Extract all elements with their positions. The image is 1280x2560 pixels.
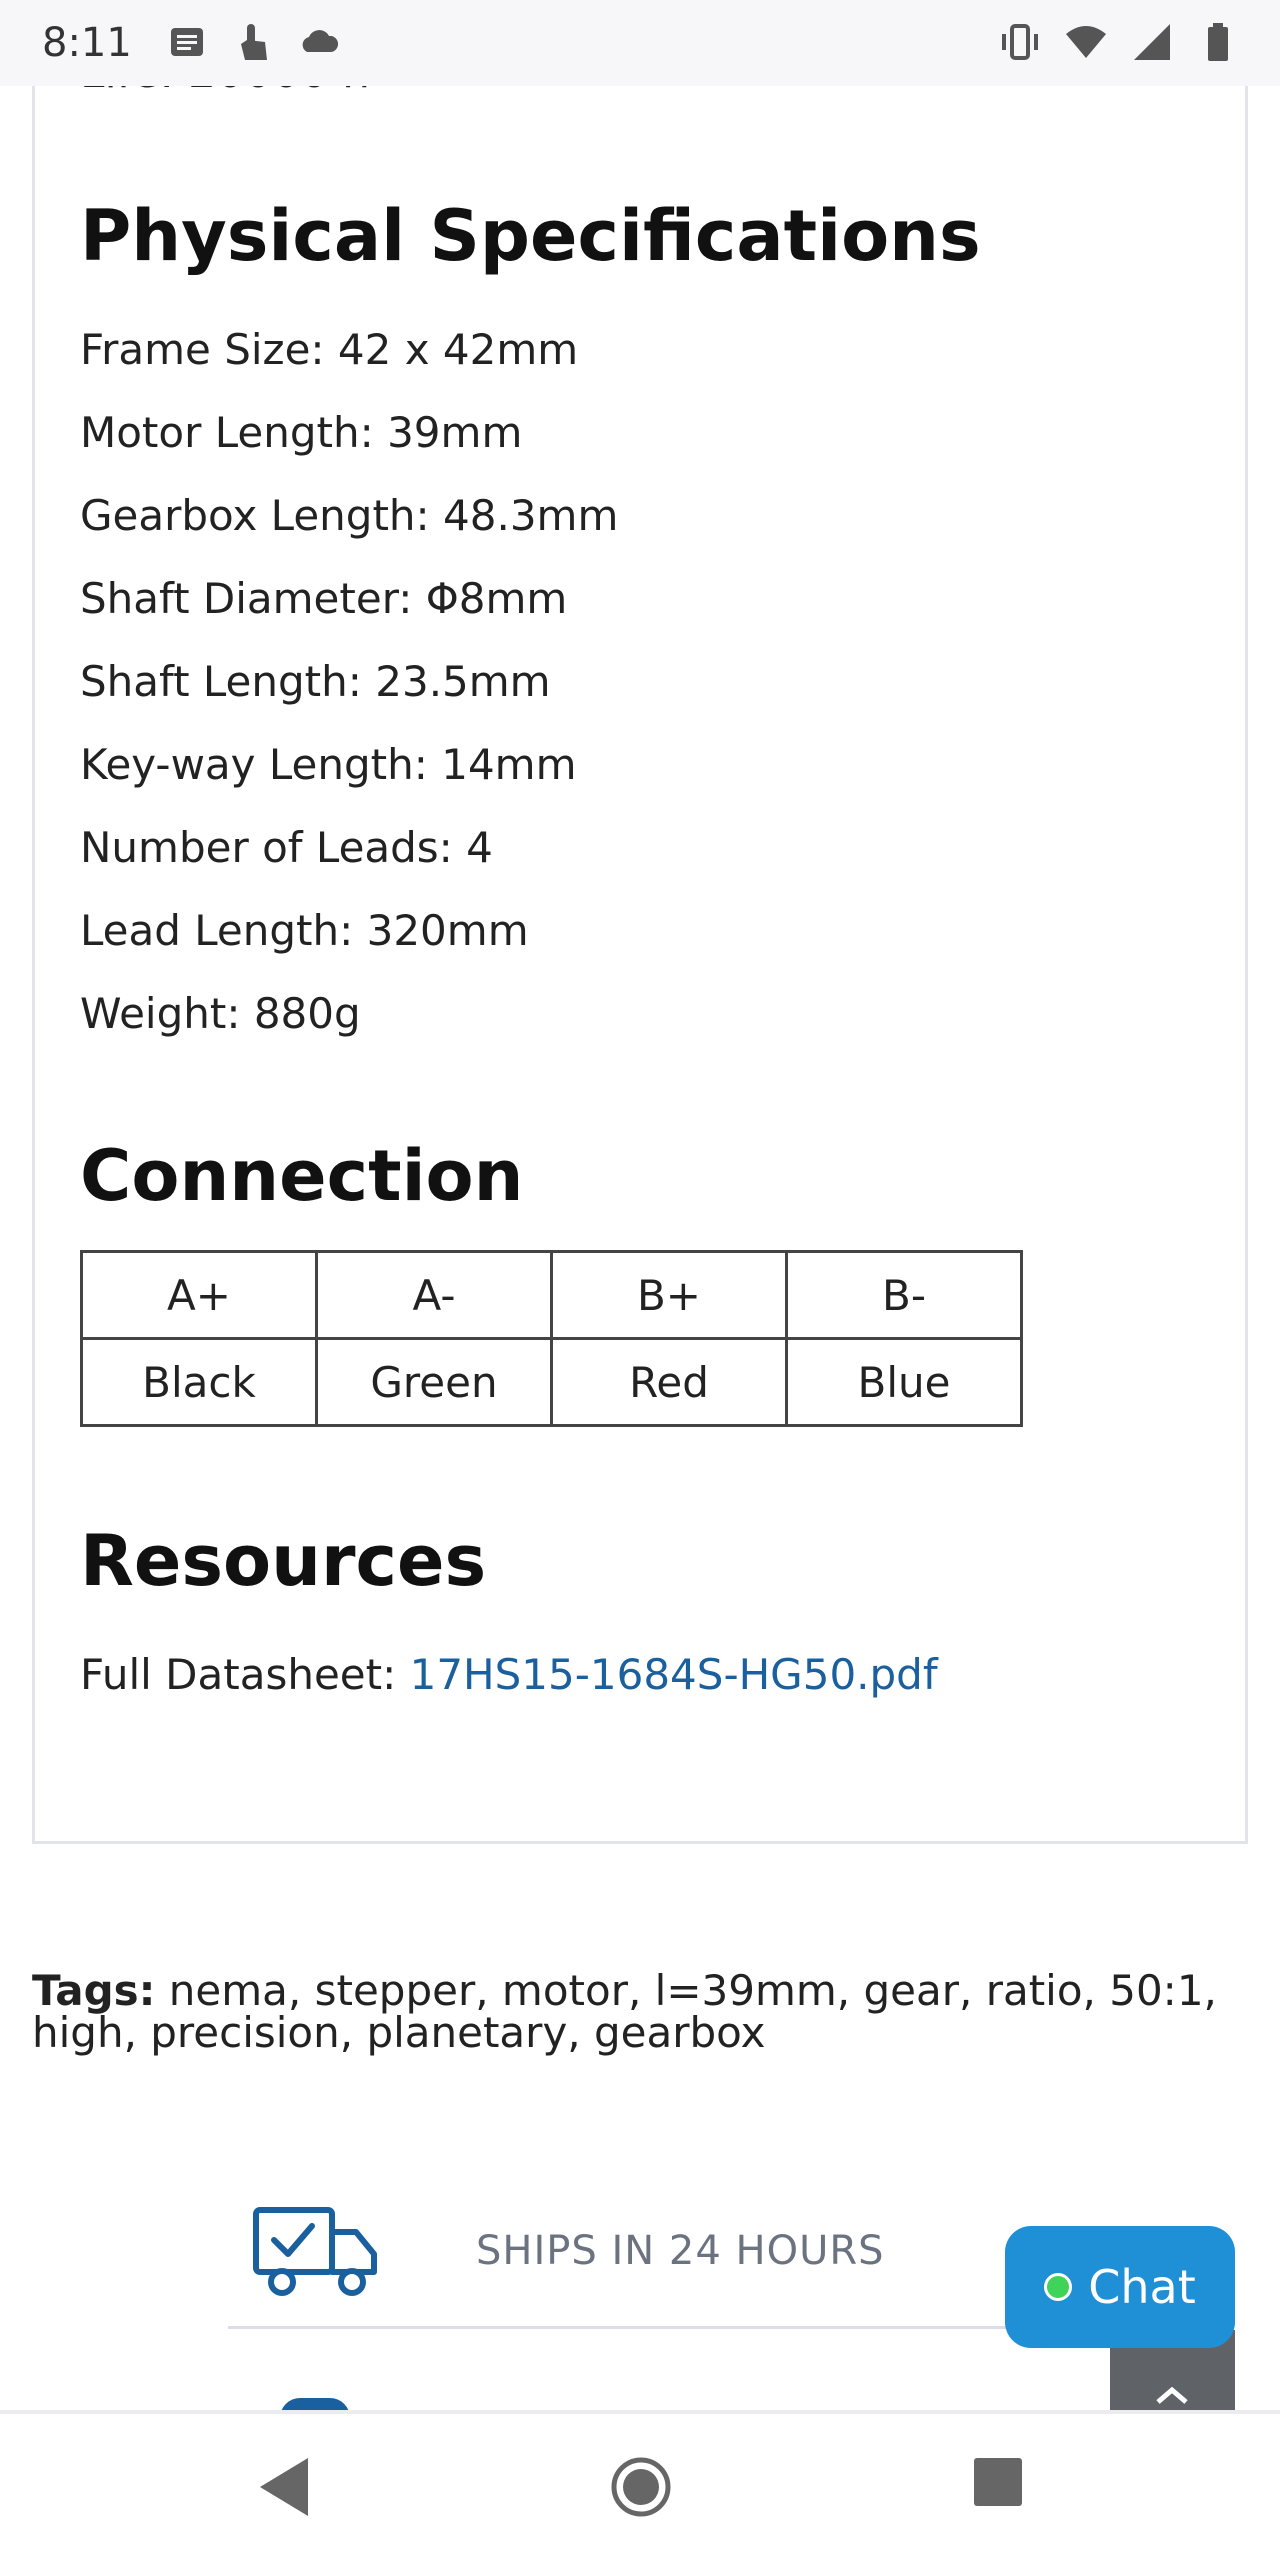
status-bar xyxy=(0,0,1280,86)
battery-icon xyxy=(1196,20,1240,64)
spec-item: Number of Leads: 4 xyxy=(80,823,493,872)
table-cell: A+ xyxy=(82,1252,317,1339)
shipping-label: SHIPS IN 24 HOURS xyxy=(476,2228,885,2274)
tags-list: nema, stepper, motor, l=39mm, gear, ratio, 50:1, high, precision, planetary, gearbox xyxy=(32,1966,1217,2057)
navigation-bar xyxy=(0,2410,1280,2560)
datasheet-label: Full Datasheet: xyxy=(80,1650,410,1699)
table-row xyxy=(82,1252,1022,1339)
signal-icon xyxy=(1130,20,1174,64)
chat-button[interactable] xyxy=(1005,2226,1235,2348)
spec-item: Shaft Length: 23.5mm xyxy=(80,657,551,706)
chat-label: Chat xyxy=(1088,2260,1196,2314)
table-cell: A- xyxy=(317,1252,552,1339)
spec-item: Frame Size: 42 x 42mm xyxy=(80,325,579,374)
resources-title: Resources xyxy=(80,1520,487,1602)
vibrate-icon xyxy=(998,20,1042,64)
home-button[interactable] xyxy=(608,2454,674,2524)
spec-item: Key-way Length: 14mm xyxy=(80,740,577,789)
spec-item: Lead Length: 320mm xyxy=(80,906,529,955)
delivery-truck-icon xyxy=(252,2204,382,2308)
cloud-icon xyxy=(297,20,341,64)
table-cell: Black xyxy=(82,1339,317,1426)
physical-specs-title: Physical Specifications xyxy=(80,195,981,277)
table-row xyxy=(82,1339,1022,1426)
table-cell: B- xyxy=(787,1252,1022,1339)
table-cell: Green xyxy=(317,1339,552,1426)
back-button[interactable] xyxy=(254,2454,314,2524)
spec-item: Gearbox Length: 48.3mm xyxy=(80,491,619,540)
datasheet-line xyxy=(80,1650,938,1699)
message-icon xyxy=(165,20,209,64)
spec-item: Weight: 880g xyxy=(80,989,361,1038)
wifi-icon xyxy=(1064,20,1108,64)
connection-title: Connection xyxy=(80,1135,524,1217)
system-icons xyxy=(998,20,1240,64)
online-status-dot xyxy=(1044,2273,1072,2301)
recents-button[interactable] xyxy=(970,2454,1026,2514)
shipping-info xyxy=(228,2200,1088,2329)
tags-label: Tags: xyxy=(32,1966,156,2015)
datasheet-link[interactable]: 17HS15-1684S-HG50.pdf xyxy=(409,1650,938,1699)
notification-icons xyxy=(165,20,341,64)
status-time: 8:11 xyxy=(42,20,132,66)
table-cell: B+ xyxy=(552,1252,787,1339)
connection-table xyxy=(80,1250,1023,1427)
spec-item: Shaft Diameter: Φ8mm xyxy=(80,574,568,623)
table-cell: Red xyxy=(552,1339,787,1426)
product-tags xyxy=(32,1966,1252,2057)
spec-item: Motor Length: 39mm xyxy=(80,408,523,457)
table-cell: Blue xyxy=(787,1339,1022,1426)
touch-icon xyxy=(231,20,275,64)
